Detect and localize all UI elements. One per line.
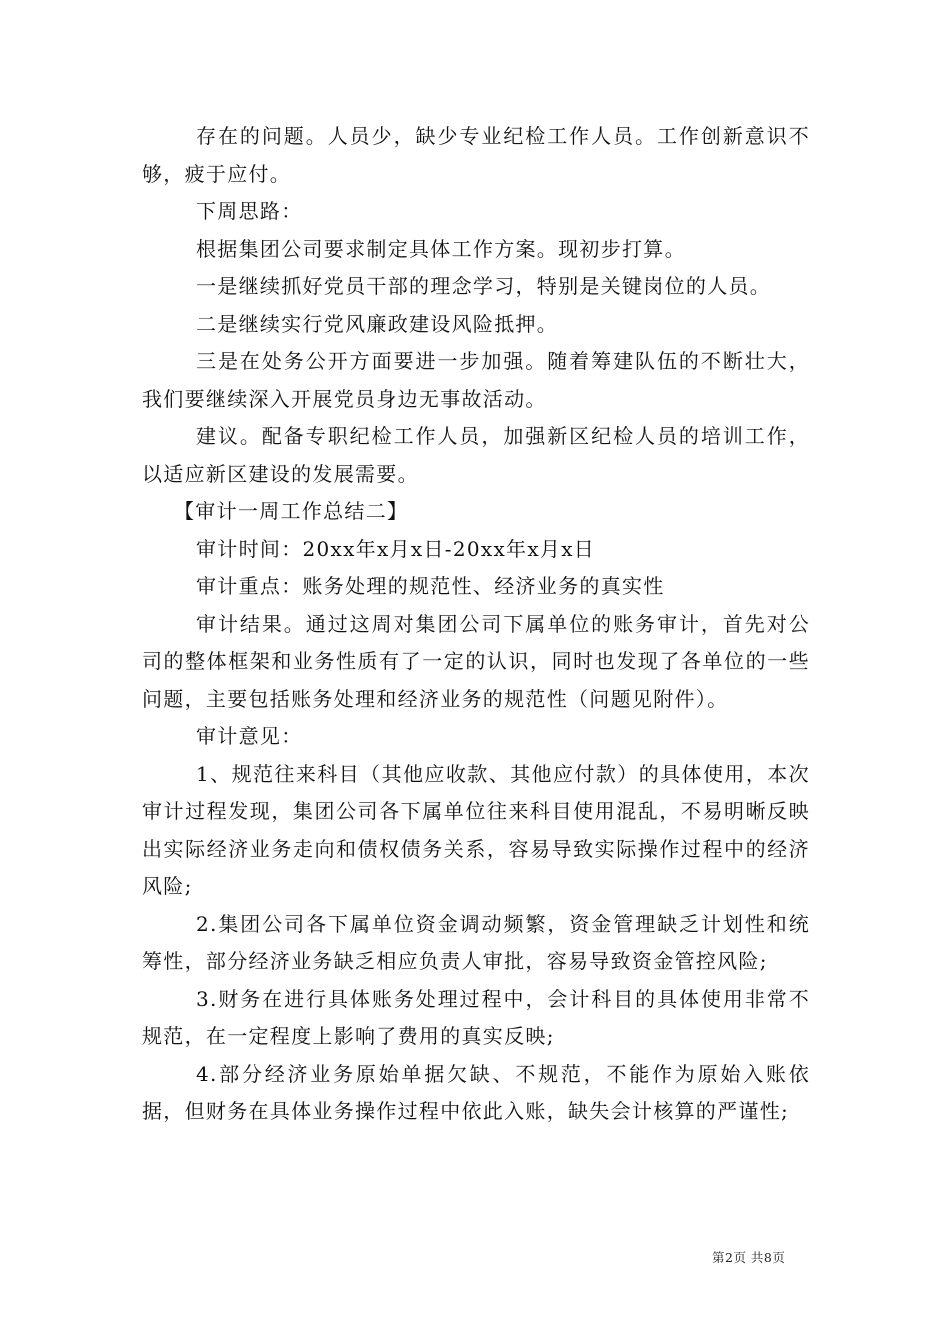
paragraph-audit-time: 审计时间：20xx年x月x日-20xx年x月x日: [196, 536, 596, 561]
paragraph-suggestion: 建议。配备专职纪检工作人员，加强新区纪检人员的培训工作，以适应新区建设的发展需要。: [142, 424, 810, 486]
paragraph-opinion-4: 4.部分经济业务原始单据欠缺、不规范，不能作为原始入账依据，但财务在具体业务操作过程中依此入账，缺失会计核算的严谨性;: [142, 1061, 810, 1123]
paragraph-plan: 根据集团公司要求制定具体工作方案。现初步打算。: [196, 236, 686, 261]
paragraph-next-week-label: 下周思路：: [196, 199, 303, 223]
paragraph-audit-focus: 审计重点：账务处理的规范性、经济业务的真实性: [196, 574, 665, 598]
paragraph-audit-result: 审计结果。通过这周对集团公司下属单位的账务审计，首先对公司的整体框架和业务性质有了一定的认识，同时也发现了各单位的一些问题，主要包括账务处理和经济业务的规范性（问题见附件）。: [142, 611, 810, 711]
paragraph-issues: 存在的问题。人员少，缺少专业纪检工作人员。工作创新意识不够，疲于应付。: [142, 124, 810, 186]
paragraph-audit-opinion-label: 审计意见：: [196, 724, 303, 748]
section-heading: 【审计一周工作总结二】: [174, 499, 409, 523]
paragraph-opinion-3: 3.财务在进行具体账务处理过程中，会计科目的具体使用非常不规范，在一定程度上影响了费用的真实反映;: [142, 986, 810, 1048]
paragraph-opinion-2: 2.集团公司各下属单位资金调动频繁，资金管理缺乏计划性和统筹性，部分经济业务缺乏相应负责人审批，容易导致资金管控风险;: [142, 911, 810, 973]
page-number: 第2页 共8页: [712, 1250, 786, 1265]
document-body: [142, 118, 810, 1131]
paragraph-plan-item-1: 一是继续抓好党员干部的理念学习，特别是关键岗位的人员。: [196, 274, 772, 298]
paragraph-plan-item-3: 三是在处务公开方面要进一步加强。随着筹建队伍的不断壮大，我们要继续深入开展党员身边无事故活动。: [142, 349, 810, 411]
paragraph-plan-item-2: 二是继续实行党风廉政建设风险抵押。: [196, 311, 559, 336]
paragraph-opinion-1: 1、规范往来科目（其他应收款、其他应付款）的具体使用，本次审计过程发现，集团公司各下属单位往来科目使用混乱，不易明晰反映出实际经济业务走向和债权债务关系，容易导致实际操作过程中的经济风险;: [142, 761, 810, 898]
